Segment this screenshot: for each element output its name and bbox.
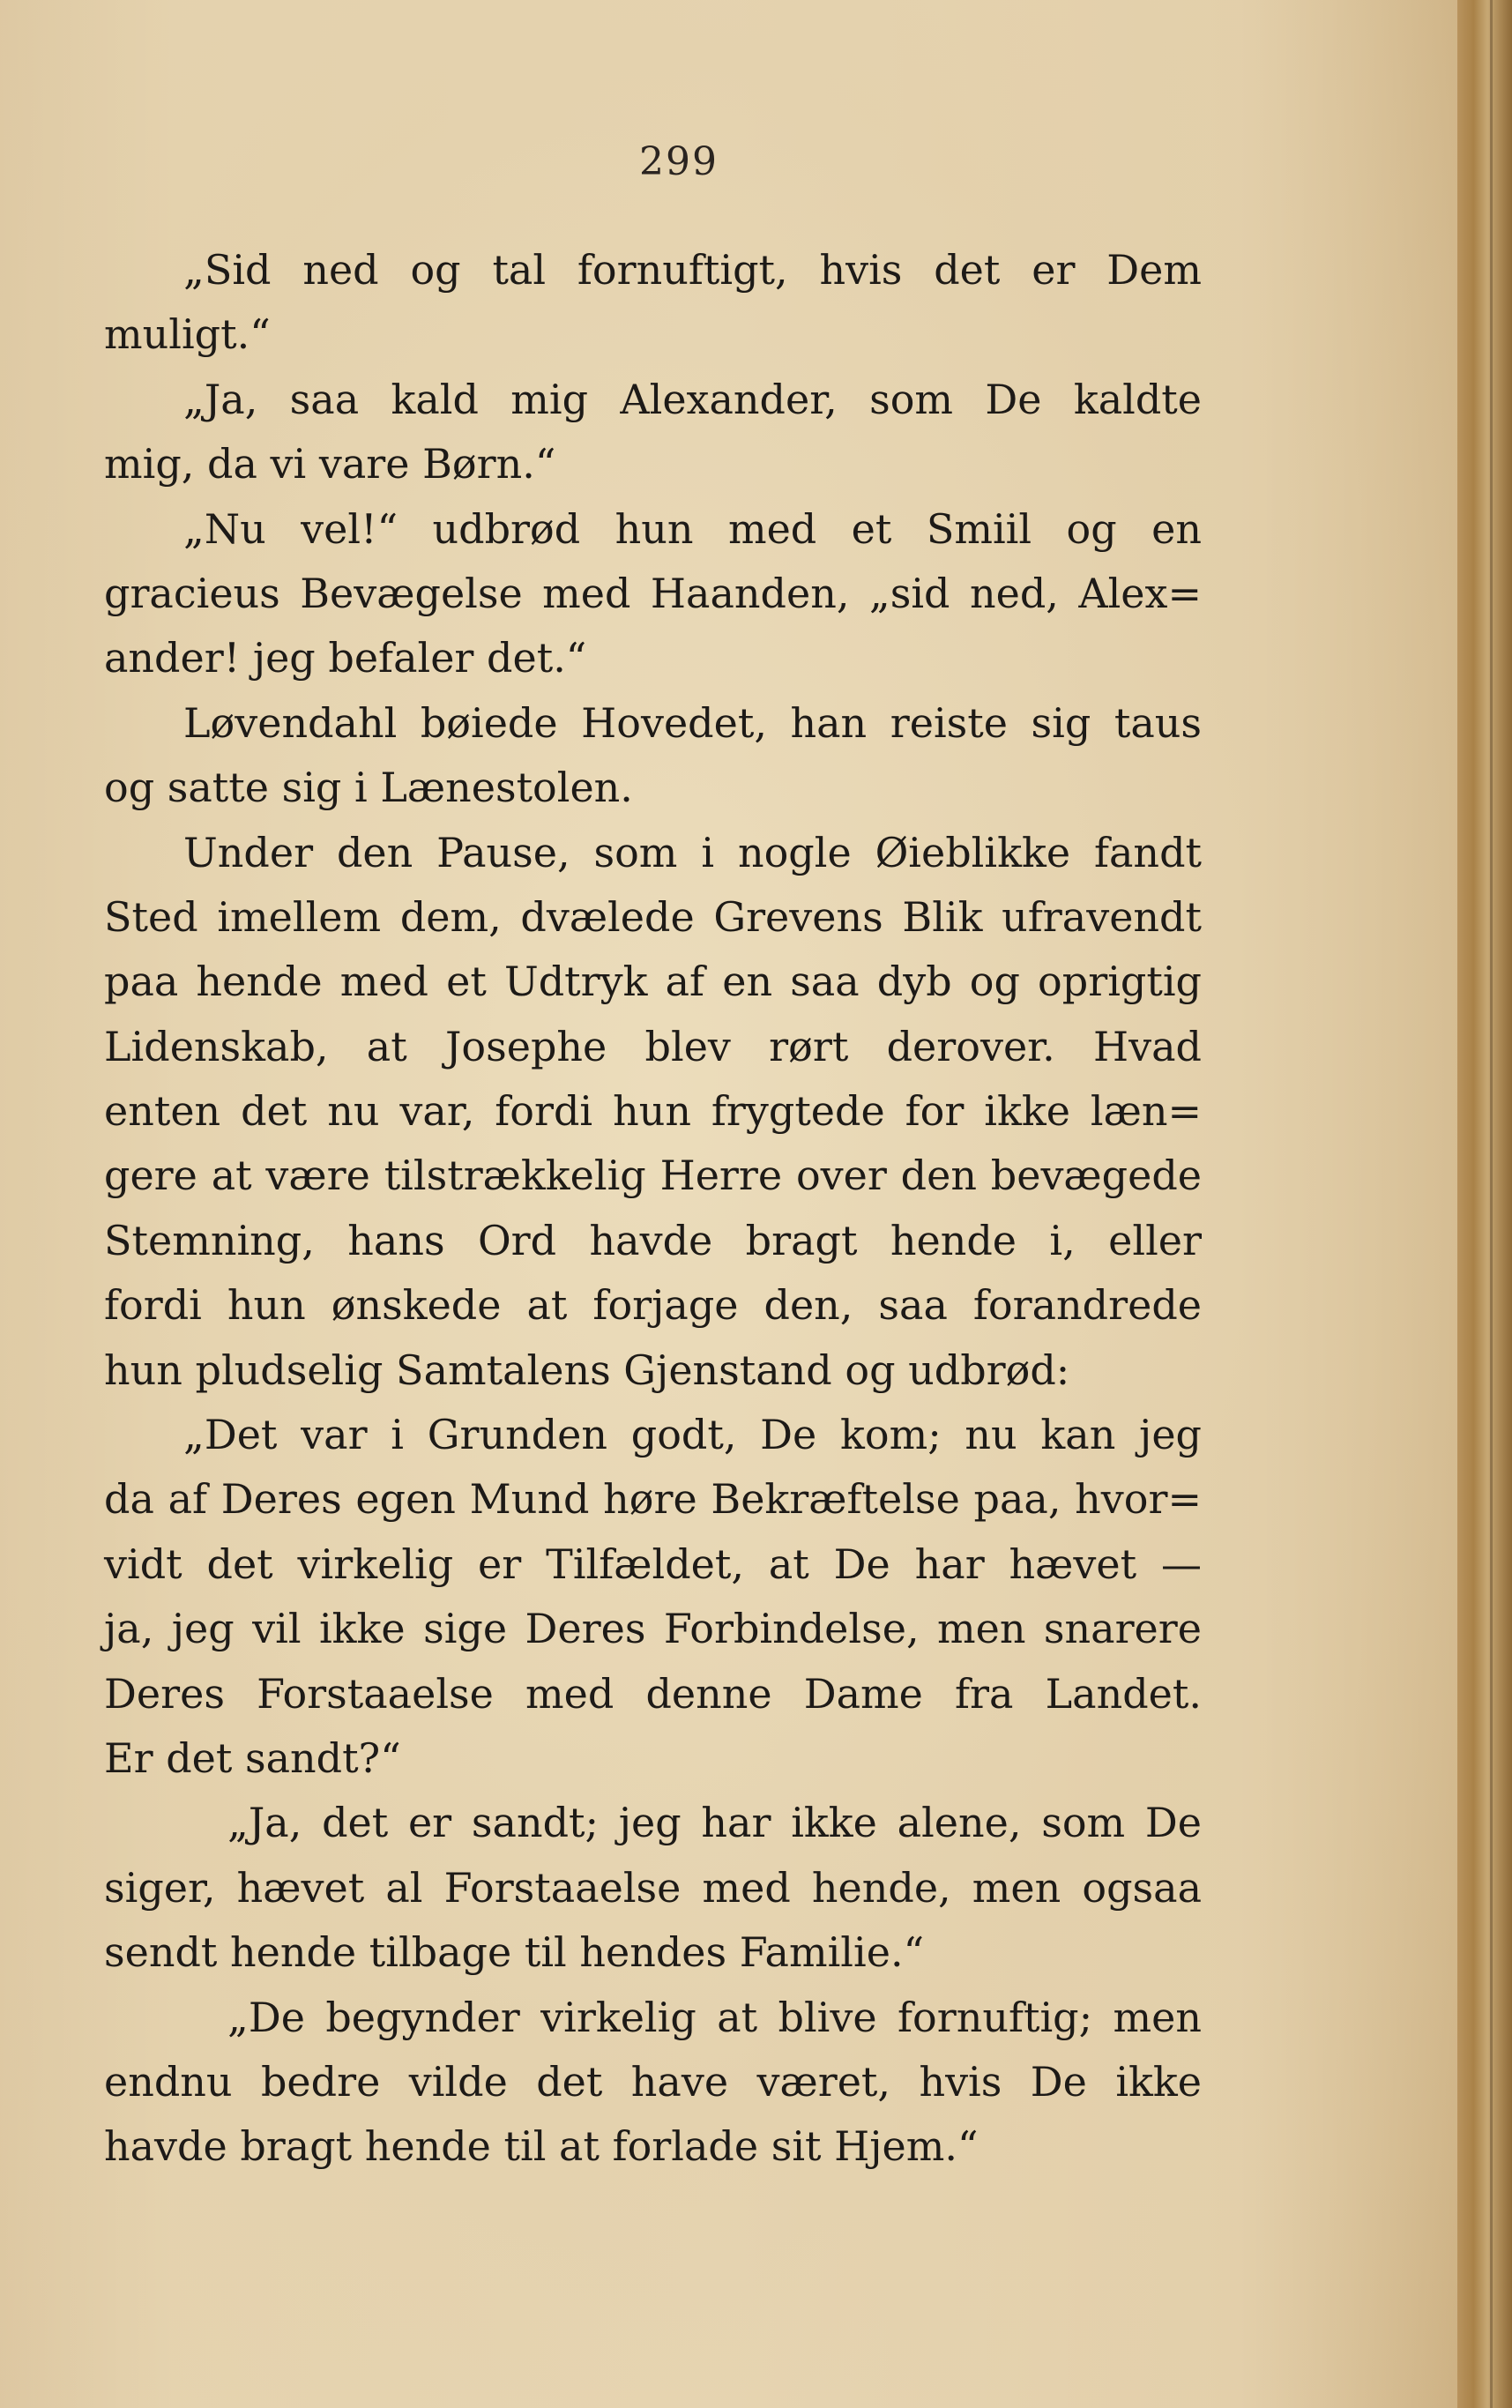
text-line: fordi hun ønskede at forjage den, saa forandrede [104,1281,1202,1330]
page-number: 299 [639,139,719,184]
spine-shadow [1490,0,1493,2408]
text-line: da af Deres egen Mund høre Bekræftelse paa, hvor= [104,1475,1202,1524]
text-line: hun pludselig Samtalens Gjenstand og udbrød: [104,1346,1070,1394]
text-line: enten det nu var, fordi hun frygtede for ikke læn= [104,1087,1202,1136]
text-line: „Sid ned og tal fornuftigt, hvis det er Dem [183,246,1202,294]
text-line: ja, jeg vil ikke sige Deres Forbindelse, men snarere [104,1605,1202,1653]
text-line: Lidenskab, at Josephe blev rørt derover. Hvad [104,1022,1202,1070]
text-line: „De begynder virkelig at blive fornuftig; men [227,1993,1202,2041]
text-line: „Ja, saa kald mig Alexander, som De kaldte [183,375,1202,423]
text-line: gracieus Bevægelse med Haanden, „sid ned, Alex= [104,569,1202,617]
text-line: og satte sig i Lænestolen. [104,764,633,812]
book-spine-edge [1457,0,1512,2408]
text-line: endnu bedre vilde det have været, hvis De ikke [104,2057,1202,2106]
text-line: paa hende med et Udtryk af en saa dyb og oprigtig [104,958,1202,1006]
text-line: Under den Pause, som i nogle Øieblikke fandt [183,828,1202,876]
text-line: havde bragt hende til at forlade sit Hjem.“ [104,2122,979,2171]
text-line: „Ja, det er sandt; jeg har ikke alene, som De [227,1799,1202,1847]
text-line: Deres Forstaaelse med denne Dame fra Landet. [104,1669,1202,1718]
text-line: „Det var i Grunden godt, De kom; nu kan jeg [183,1411,1202,1459]
text-line: Er det sandt?“ [104,1733,401,1782]
text-line: ander! jeg befaler det.“ [104,634,587,682]
text-line: „Nu vel!“ udbrød hun med et Smiil og en [183,504,1202,553]
body-text [104,238,1202,2180]
text-line: Sted imellem dem, dvælede Grevens Blik ufravendt [104,892,1202,941]
text-line: gere at være tilstrækkelig Herre over den bevægede [104,1152,1202,1200]
text-line: Stemning, hans Ord havde bragt hende i, eller [104,1216,1202,1264]
text-line: siger, hævet al Forstaaelse med hende, men ogsaa [104,1863,1202,1912]
text-line: sendt hende tilbage til hendes Familie.“ [104,1928,925,1977]
text-line: Løvendahl bøiede Hovedet, han reiste sig taus [183,698,1202,747]
text-line: muligt.“ [104,310,271,359]
text-line: mig, da vi vare Børn.“ [104,440,556,488]
text-line: vidt det virkelig er Tilfældet, at De har hævet — [104,1539,1202,1588]
